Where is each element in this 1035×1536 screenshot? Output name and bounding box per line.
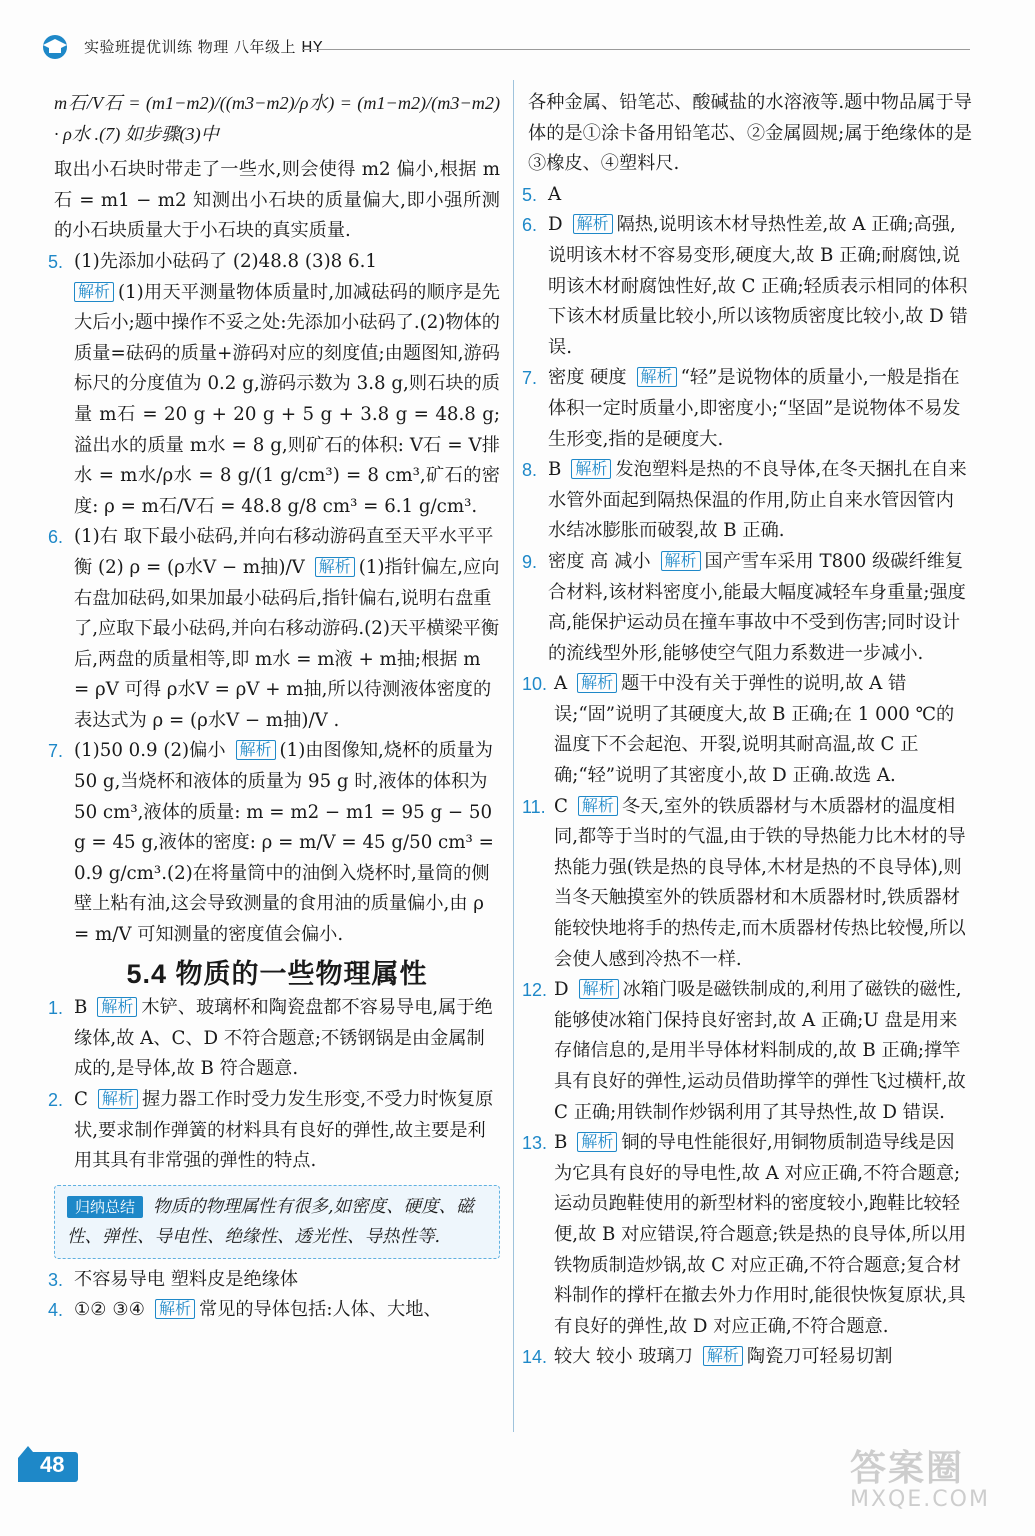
analysis-tag: 解析	[577, 673, 617, 693]
item-number: 6.	[522, 215, 538, 236]
item-answer: (1)先添加小砝码了 (2)48.8 (3)8 6.1	[74, 250, 377, 272]
answer-line: m石/V石 = (m1−m2)/((m3−m2)/ρ水) = (m1−m2)/(m3−m2) · ρ水 .(7) 如步骤(3)中	[54, 93, 500, 144]
graduation-cap-icon	[40, 34, 70, 60]
header-rule	[302, 49, 970, 50]
analysis-tag: 解析	[573, 214, 613, 234]
item-analysis: 隔热,说明该木材导热性差,故 A 正确;高强,说明该木材不容易变形,硬度大,故 B 正确;耐腐蚀,说明该木材耐腐蚀性好,故 C 正确;轻质表示相同的体积下该木材质量比较小,所以该物质密度比较小,故 D 错误.	[548, 214, 968, 358]
item-analysis: 陶瓷刀可轻易切割	[746, 1346, 893, 1368]
item-analysis: (1)指针偏左,应向右盘加砝码,如果加最小砝码后,指针偏右,说明右盘重了,应取下最小砝码,并向右移动游码.(2)天平横梁平衡后,两盘的质量相等,即 m水 = m液 + m抽;根据 m = ρV 可得 ρ水V = ρV + m抽,所以待测液体密度的表达式为 ρ = (ρ水V − m抽)/V .	[74, 556, 500, 731]
item-number: 8.	[522, 460, 538, 481]
item-answer: D	[548, 214, 563, 236]
item-analysis: (1)由图像知,烧杯的质量为 50 g,当烧杯和液体的质量为 95 g 时,液体的体积为 50 cm³,液体的质量: m = m2 − m1 = 95 g − 50 g = 45 g,液体的密度: ρ = m/V = 45 g/50 cm³ = 0.9 g/cm³.(2)在将量筒中的油倒入烧杯时,量筒的侧壁上粘有油,这会导致测量的食用油的质量偏小,由 ρ = m/V 可知测量的密度值会偏小.	[74, 740, 494, 946]
item-answer: 密度 硬度	[548, 367, 627, 389]
item-answer: (1)右 取下最小砝码,并向右移动游码直至天平水平平衡 (2) ρ = (ρ水V − m抽)/V	[74, 526, 494, 578]
answer-item-r9	[522, 547, 972, 669]
item-answer: C	[554, 795, 568, 817]
analysis-tag: 解析	[703, 1346, 743, 1366]
item-answer: (1)50 0.9 (2)偏小	[74, 740, 226, 762]
item-answer: 较大 较小 玻璃刀	[554, 1346, 693, 1368]
item-number: 10.	[522, 674, 548, 695]
item-answer: A	[554, 673, 568, 695]
answer-item-s4	[48, 1295, 500, 1326]
item-number: 9.	[522, 551, 538, 572]
answer-item-r11	[522, 792, 972, 976]
analysis-tag: 解析	[97, 997, 137, 1017]
item-analysis: 冰箱门吸是磁铁制成的,利用了磁铁的磁性,能够使冰箱门保持良好密封,故 A 正确;U 盘是用来存储信息的,是用半导体材料制成的,故 B 正确;撑竿具有良好的弹性,运动员借助撑竿的弹性飞过横杆,故 C 正确;用铁制作炒锅利用了其导热性,故 D 错误.	[554, 979, 966, 1123]
analysis-tag: 解析	[98, 1089, 138, 1109]
watermark-bottom: MXQE.COM	[850, 1487, 990, 1512]
analysis-tag: 解析	[579, 979, 619, 999]
answer-item-r10	[522, 669, 972, 791]
item-answer: ①② ③④	[74, 1299, 146, 1321]
item-analysis: 常见的导体包括:人体、大地、	[199, 1299, 442, 1321]
answer-paragraph: 各种金属、铅笔芯、酸碱盐的水溶液等.题中物品属于导体的是①涂卡备用铅笔芯、②金属圆规;属于绝缘体的是③橡皮、④塑料尺.	[528, 92, 972, 175]
item-analysis: 国产雪车采用 T800 级碳纤维复合材料,该材料密度小,能最大幅度减轻车身重量;强度高,能保护运动员在撞车事故中不受到伤害;同时设计的流线型外形,能够使空气阻力系数进一步减小.	[548, 550, 966, 664]
answer-paragraph: 取出小石块时带走了一些水,则会使得 m2 偏小,根据 m石 = m1 − m2 知测出小石块的质量偏大,即小强所测的小石块质量大于小石块的真实质量.	[54, 159, 500, 242]
item-analysis: 握力器工作时受力发生形变,不受力时恢复原状,要求制作弹簧的材料具有良好的弹性,故主要是利用其具有非常强的弹性的特点.	[74, 1089, 494, 1172]
item-number: 3.	[48, 1269, 64, 1290]
page-number: 48	[40, 1452, 65, 1477]
column-divider	[513, 80, 514, 1432]
answer-item-7	[48, 736, 500, 950]
answer-item-s1	[48, 993, 500, 1085]
analysis-tag: 解析	[637, 367, 677, 387]
item-number: 5.	[522, 184, 538, 205]
item-answer: B	[554, 1132, 568, 1154]
item-answer: 不容易导电 塑料皮是绝缘体	[74, 1268, 299, 1290]
item-number: 5.	[48, 251, 64, 272]
item-number: 1.	[48, 998, 64, 1019]
item-analysis: “轻”是说物体的质量小,一般是指在体积一定时质量小,即密度小;“坚固”是说物体不易发生形变,指的是硬度大.	[548, 367, 961, 450]
analysis-tag: 解析	[315, 557, 355, 577]
item-analysis: 木铲、玻璃杯和陶瓷盘都不容易导电,属于绝缘体,故 A、C、D 不符合题意;不锈钢锅是由金属制成的,是导体,故 B 符合题意.	[74, 997, 493, 1080]
book-title: 实验班提优训练 物理 八年级上 HY	[84, 38, 323, 56]
item-analysis: 发泡塑料是热的不良导体,在冬天捆扎在自来水管外面起到隔热保温的作用,防止自来水管因管内水结冰膨胀而破裂,故 B 正确.	[548, 459, 967, 542]
analysis-tag: 解析	[578, 796, 618, 816]
item-number: 7.	[48, 741, 64, 762]
answer-item-r7	[522, 363, 972, 455]
summary-label: 归纳总结	[67, 1196, 143, 1218]
item-analysis: 铜的导电性能很好,用铜物质制造导线是因为它具有良好的导电性,故 A 对应正确,不符合题意;运动员跑鞋使用的新型材料的密度较小,跑鞋比较轻便,故 B 对应错误,符合题意;铁是热的良导体,所以用铁物质制造炒锅,故 C 对应正确,不符合题意;复合材料制作的撑杆在撤去外力作用时,能很快恢复原状,具有良好的弹性,故 D 对应正确,不符合题意.	[554, 1132, 967, 1337]
analysis-tag: 解析	[155, 1299, 195, 1319]
answer-item-r5	[522, 180, 972, 211]
summary-box	[54, 1185, 500, 1259]
analysis-tag: 解析	[236, 740, 276, 760]
item-analysis: (1)用天平测量物体质量时,加减砝码的顺序是先大后小;题中操作不妥之处:先添加小砝码了.(2)物体的质量=砝码的质量+游码对应的刻度值;由题图知,游码标尺的分度值为 0.2 g,游码示数为 3.8 g,则石块的质量 m石 = 20 g + 20 g + 5 g + 3.8 g = 48.8 g;溢出水的质量 m水 = 8 g,则矿石的体积: V石 = V排水 = m水/ρ水 = 8 g/(1 g/cm³) = 8 cm³,矿石的密度: ρ = m石/V石 = 48.8 g/8 cm³ = 6.1 g/cm³.	[74, 281, 500, 517]
answer-item-r12	[522, 975, 972, 1128]
item-answer: A	[548, 183, 562, 205]
page-header	[40, 30, 970, 66]
summary-text: 物质的物理属性有很多,如密度、硬度、磁性、弹性、导电性、绝缘性、透光性、导热性等.	[67, 1196, 474, 1247]
right-column	[522, 88, 972, 1373]
item-number: 6.	[48, 527, 64, 548]
answer-item-r14	[522, 1342, 972, 1373]
item-answer: 密度 高 减小	[548, 550, 651, 572]
item-answer: D	[554, 979, 569, 1001]
answer-item-r13	[522, 1128, 972, 1342]
page-number-badge	[18, 1444, 82, 1488]
analysis-tag: 解析	[577, 1132, 617, 1152]
left-column	[48, 88, 500, 1326]
analysis-tag: 解析	[571, 459, 611, 479]
item-analysis-block	[74, 278, 500, 523]
item-number: 14.	[522, 1347, 548, 1368]
item-answer: B	[74, 997, 88, 1019]
section-title: 5.4 物质的一些物理属性	[126, 958, 428, 989]
answer-item-r6	[522, 210, 972, 363]
item-number: 11.	[522, 796, 546, 817]
item-answer: B	[548, 459, 562, 481]
watermark-top: 答案圈	[850, 1448, 965, 1489]
answer-item-s2	[48, 1085, 500, 1177]
answer-item-5	[48, 247, 500, 522]
item-number: 2.	[48, 1090, 64, 1110]
item-number: 13.	[522, 1133, 548, 1154]
analysis-tag: 解析	[74, 282, 114, 302]
item-answer: C	[74, 1089, 88, 1110]
analysis-tag: 解析	[661, 551, 701, 571]
answer-item-r8	[522, 455, 972, 547]
watermark	[850, 1440, 1010, 1522]
item-analysis: 冬天,室外的铁质器材与木质器材的温度相同,都等于当时的气温,由于铁的导热能力比木材的导热能力强(铁是热的良导体,木材是热的不良导体),则当冬天触摸室外的铁质器材和木质器材时,铁质器材能较快地将手的热传走,而木质器材传热比较慢,所以会使人感到冷热不一样.	[554, 795, 966, 970]
item-number: 4.	[48, 1300, 64, 1321]
item-number: 12.	[522, 980, 548, 1001]
item-number: 7.	[522, 368, 538, 389]
item-analysis: 题干中没有关于弹性的说明,故 A 错误;“固”说明了其硬度大,故 B 正确;在 1 000 ℃的温度下不会起泡、开裂,说明其耐高温,故 C 正确;“轻”说明了其密度小,故 D 正确.故选 A.	[554, 673, 955, 787]
answer-item-6	[48, 522, 500, 736]
answer-item-s3	[48, 1265, 500, 1296]
